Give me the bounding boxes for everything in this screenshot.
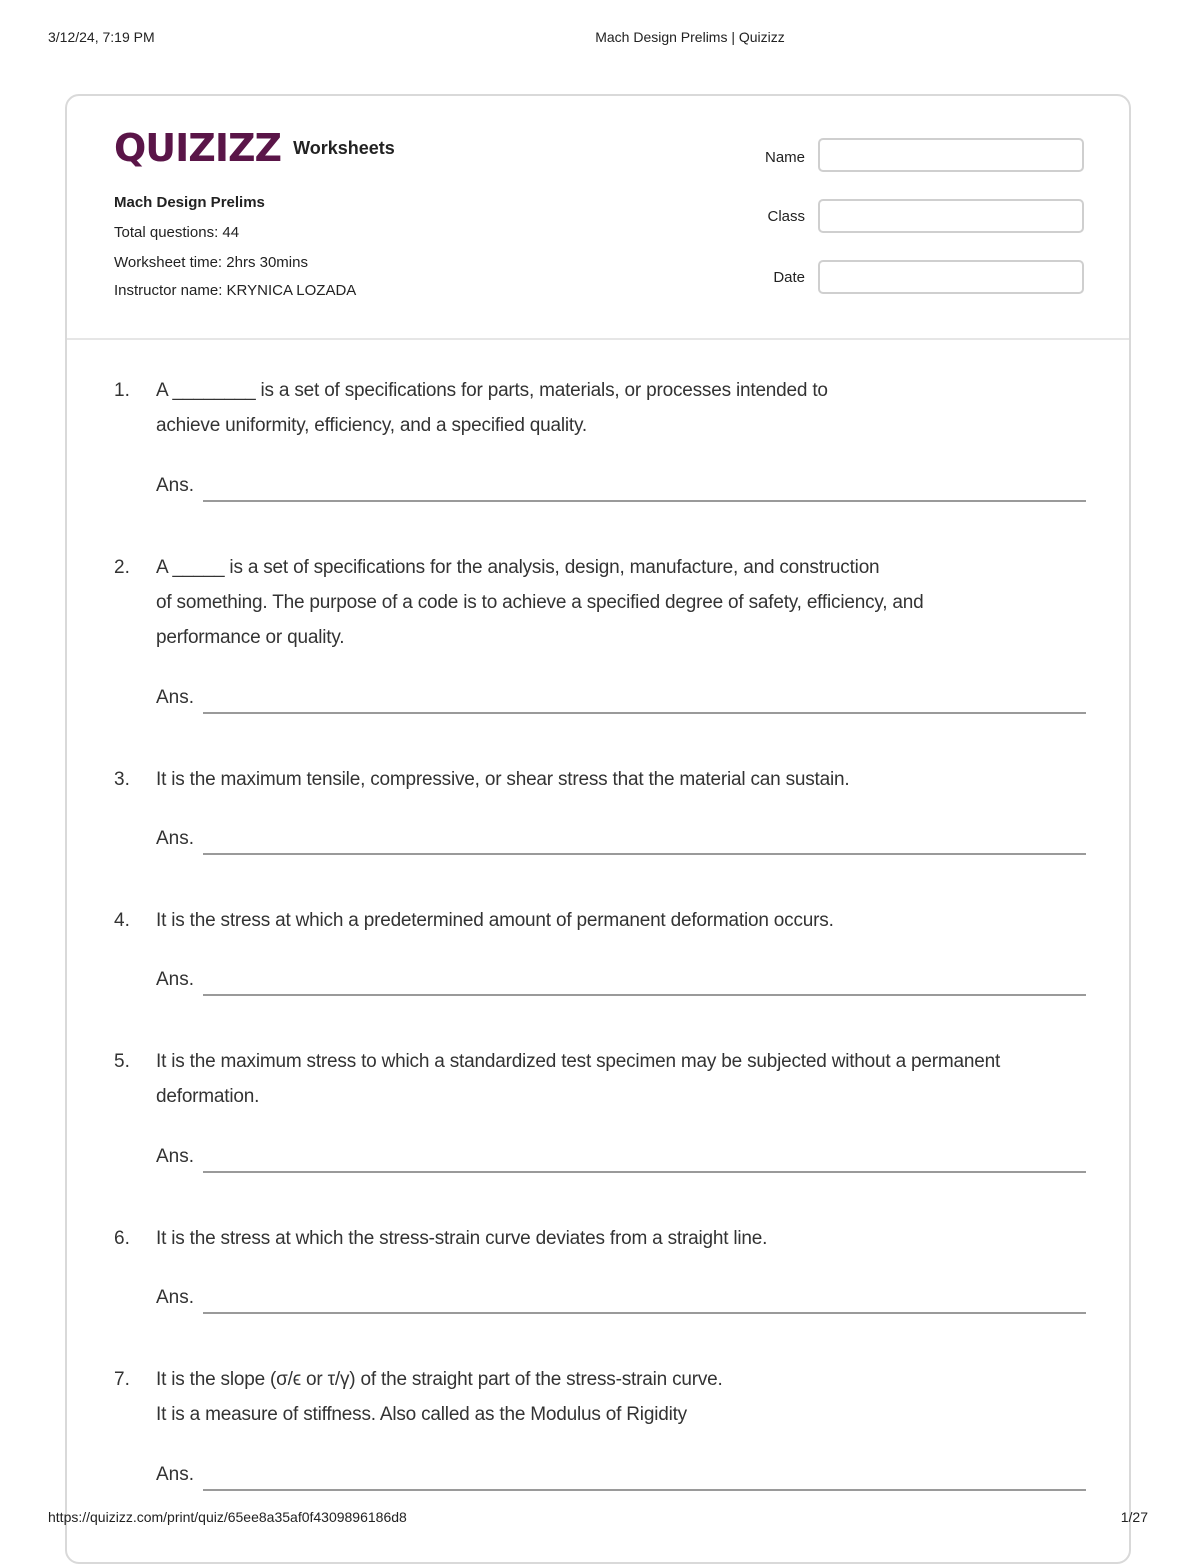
- question-text: [156, 762, 1086, 797]
- logo-sub-label: Worksheets: [293, 137, 395, 158]
- question-number: 5.: [114, 1051, 130, 1072]
- answer-label: Ans.: [156, 1287, 195, 1308]
- print-page-title: Mach Design Prelims | Quizizz: [595, 29, 785, 45]
- answer-line[interactable]: [203, 1312, 1086, 1314]
- question-text-line: performance or quality.: [156, 627, 345, 648]
- question-text: [156, 1362, 1086, 1432]
- question-text-line: It is a measure of stiffness. Also called as the Modulus of Rigidity: [156, 1404, 687, 1425]
- question-text-line: of something. The purpose of a code is to achieve a specified degree of safety, efficiency, and: [156, 592, 924, 613]
- question-text-line: It is the slope (σ/ϵ or τ/γ) of the straight part of the stress-strain curve.: [156, 1369, 723, 1390]
- logo-wordmark: QUIZIZZ: [114, 126, 282, 170]
- quizizz-logo: [114, 128, 395, 168]
- answer-line[interactable]: [203, 1171, 1086, 1173]
- print-datetime: 3/12/24, 7:19 PM: [48, 29, 155, 45]
- question-text: [156, 550, 1086, 655]
- question-text-line: A ________ is a set of specifications for parts, materials, or processes intended to: [156, 380, 828, 401]
- answer-label: Ans.: [156, 687, 195, 708]
- question-text: [156, 373, 1086, 443]
- answer-line[interactable]: [203, 712, 1086, 714]
- worksheet-header: [67, 96, 1129, 340]
- date-field[interactable]: [818, 260, 1084, 294]
- answer-label: Ans.: [156, 969, 195, 990]
- question-text: [156, 1044, 1086, 1114]
- print-url: https://quizizz.com/print/quiz/65ee8a35af0f4309896186d8: [48, 1509, 407, 1525]
- question-text: [156, 1221, 1086, 1256]
- question-text-line: achieve uniformity, efficiency, and a specified quality.: [156, 415, 587, 436]
- name-field[interactable]: [818, 138, 1084, 172]
- question-number: 1.: [114, 380, 130, 401]
- question-text-line: It is the stress at which the stress-strain curve deviates from a straight line.: [156, 1228, 768, 1249]
- answer-label: Ans.: [156, 828, 195, 849]
- class-label: Class: [767, 208, 805, 225]
- answer-label: Ans.: [156, 475, 195, 496]
- question-number: 3.: [114, 769, 130, 790]
- question-text: [156, 903, 1086, 938]
- question-text-line: It is the stress at which a predetermined amount of permanent deformation occurs.: [156, 910, 834, 931]
- answer-line[interactable]: [203, 994, 1086, 996]
- question-text-line: deformation.: [156, 1086, 260, 1107]
- worksheet-title: Mach Design Prelims: [114, 194, 265, 211]
- date-label: Date: [773, 269, 805, 286]
- answer-line[interactable]: [203, 1489, 1086, 1491]
- question-number: 6.: [114, 1228, 130, 1249]
- instructor-name: Instructor name: KRYNICA LOZADA: [114, 282, 357, 299]
- question-text-line: It is the maximum stress to which a standardized test specimen may be subjected without a permanent: [156, 1051, 1001, 1072]
- worksheet-card: [65, 94, 1131, 1564]
- question-number: 7.: [114, 1369, 130, 1390]
- question-number: 2.: [114, 557, 130, 578]
- class-field[interactable]: [818, 199, 1084, 233]
- answer-line[interactable]: [203, 500, 1086, 502]
- answer-label: Ans.: [156, 1464, 195, 1485]
- answer-label: Ans.: [156, 1146, 195, 1167]
- question-number: 4.: [114, 910, 130, 931]
- worksheet-time: Worksheet time: 2hrs 30mins: [114, 254, 308, 271]
- total-questions: Total questions: 44: [114, 224, 240, 241]
- answer-line[interactable]: [203, 853, 1086, 855]
- name-label: Name: [764, 149, 805, 166]
- print-page-number: 1/27: [1120, 1509, 1148, 1525]
- question-text-line: A _____ is a set of specifications for the analysis, design, manufacture, and construction: [156, 557, 880, 578]
- question-text-line: It is the maximum tensile, compressive, or shear stress that the material can sustain.: [156, 769, 850, 790]
